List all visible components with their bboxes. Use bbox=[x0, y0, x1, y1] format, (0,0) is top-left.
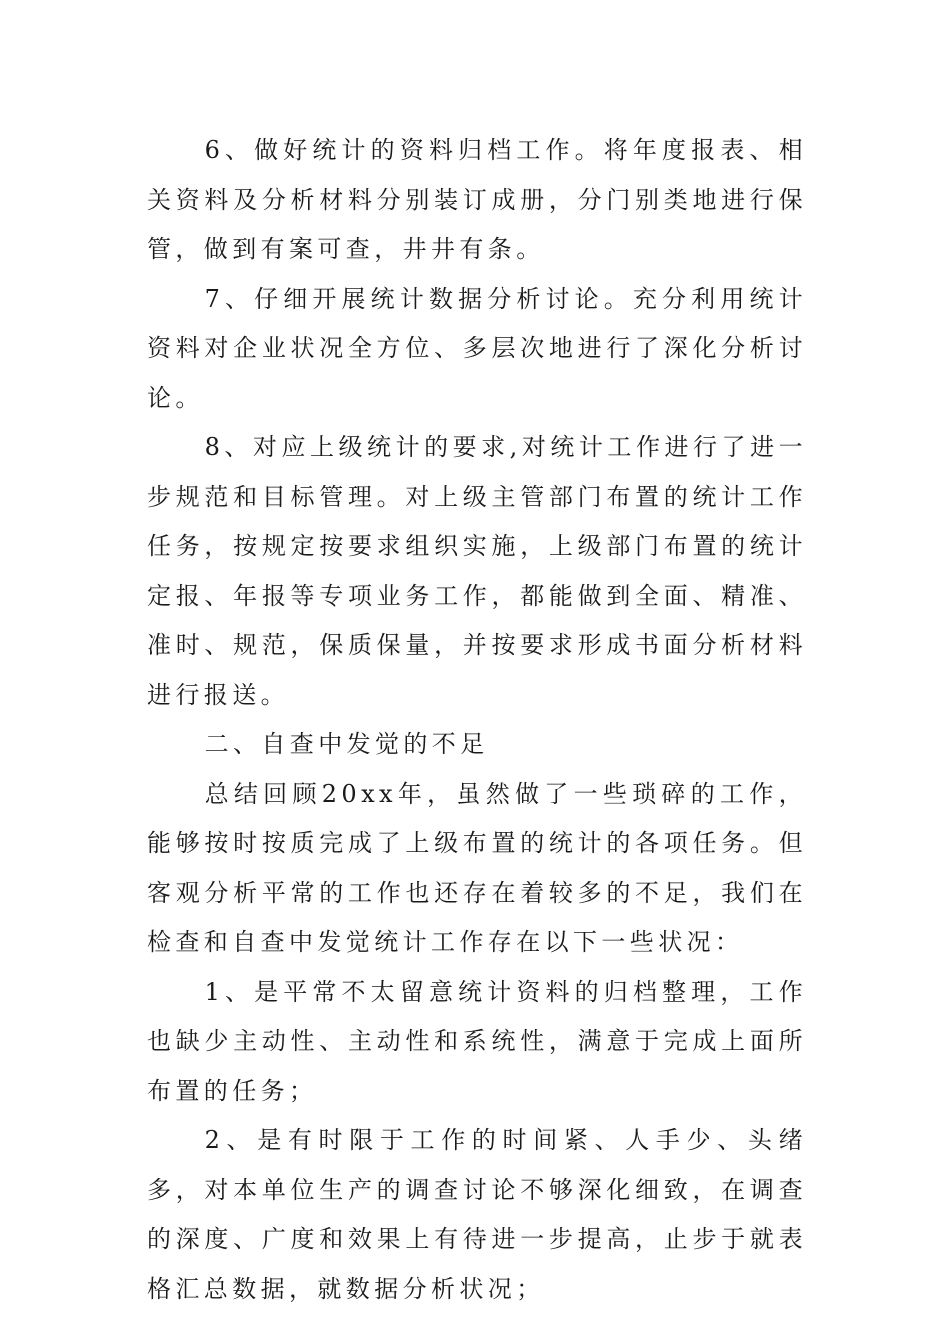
paragraph-item-6: 6、做好统计的资料归档工作。将年度报表、相关资料及分析材料分别装订成册，分门别类地进行保管，做到有案可查，井井有条。 bbox=[147, 136, 807, 263]
document-body bbox=[147, 126, 807, 1314]
section-heading-shortcomings: 二、自查中发觉的不足 bbox=[204, 730, 489, 758]
paragraph-summary: 总结回顾20xx年，虽然做了一些琐碎的工作，能够按时按质完成了上级布置的统计的各项任务。但客观分析平常的工作也还存在着较多的不足，我们在检查和自查中发觉统计工作存在以下一些状况： bbox=[147, 779, 807, 956]
paragraph-issue-1: 1、是平常不太留意统计资料的归档整理，工作也缺少主动性、主动性和系统性，满意于完成上面所布置的任务； bbox=[147, 977, 807, 1105]
paragraph-item-8: 8、对应上级统计的要求,对统计工作进行了进一步规范和目标管理。对上级主管部门布置的统计工作任务，按规定按要求组织实施，上级部门布置的统计定报、年报等专项业务工作，都能做到全面、精准、准时、规范，保质保量，并按要求形成书面分析材料进行报送。 bbox=[147, 433, 807, 709]
paragraph-item-7: 7、仔细开展统计数据分析讨论。充分利用统计资料对企业状况全方位、多层次地进行了深化分析讨论。 bbox=[147, 284, 807, 412]
paragraph-issue-2: 2、是有时限于工作的时间紧、人手少、头绪多，对本单位生产的调查讨论不够深化细致，在调查的深度、广度和效果上有待进一步提高，止步于就表格汇总数据，就数据分析状况； bbox=[147, 1126, 807, 1303]
